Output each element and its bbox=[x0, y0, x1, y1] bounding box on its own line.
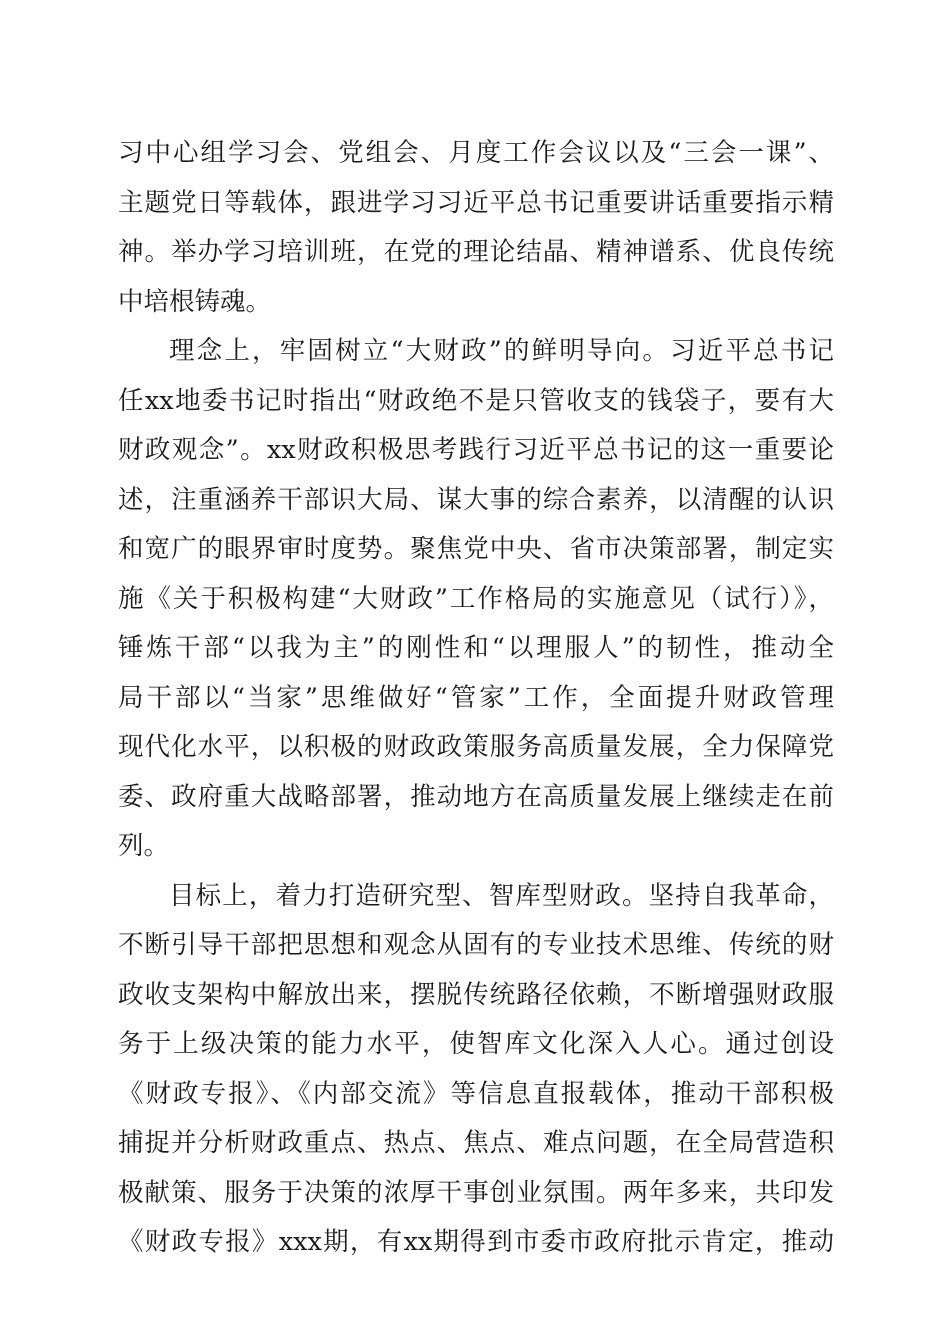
text-line: 不断引导干部把思想和观念从固有的专业技术思维、传统的财 bbox=[118, 930, 834, 960]
text-line: 和宽广的眼界审时度势。聚焦党中央、省市决策部署，制定实 bbox=[118, 534, 834, 564]
text-line: 务于上级决策的能力水平，使智库文化深入人心。通过创设 bbox=[118, 1029, 834, 1059]
text-line: 财政观念”。xx财政积极思考践行习近平总书记的这一重要论 bbox=[118, 435, 834, 465]
text-line: 现代化水平，以积极的财政政策服务高质量发展，全力保障党 bbox=[118, 732, 834, 762]
document-body bbox=[118, 129, 834, 1268]
text-line: 中培根铸魂。 bbox=[118, 286, 272, 317]
paragraph-first-line: 目标上，着力打造研究型、智库型财政。坚持自我革命， bbox=[169, 880, 834, 911]
text-line: 锤炼干部“以我为主”的刚性和“以理服人”的韧性，推动全 bbox=[118, 633, 834, 663]
text-line: 局干部以“当家”思维做好“管家”工作，全面提升财政管理 bbox=[118, 682, 834, 713]
text-line: 任xx地委书记时指出“财政绝不是只管收支的钱袋子，要有大 bbox=[118, 385, 834, 416]
text-line: 《财政专报》xxx期，有xx期得到市委市政府批示肯定，推动 bbox=[118, 1227, 834, 1257]
text-line: 极献策、服务于决策的浓厚干事创业氛围。两年多来，共印发 bbox=[118, 1177, 834, 1208]
text-line: 委、政府重大战略部署，推动地方在高质量发展上继续走在前 bbox=[118, 781, 834, 812]
text-line: 政收支架构中解放出来，摆脱传统路径依赖，不断增强财政服 bbox=[118, 979, 834, 1010]
text-line: 习中心组学习会、党组会、月度工作会议以及“三会一课”、 bbox=[118, 138, 834, 168]
text-line: 捕捉并分析财政重点、热点、焦点、难点问题，在全局营造积 bbox=[118, 1128, 834, 1158]
text-line: 神。举办学习培训班，在党的理论结晶、精神谱系、优良传统 bbox=[118, 237, 834, 267]
paragraph-first-line: 理念上，牢固树立“大财政”的鲜明导向。习近平总书记 bbox=[169, 336, 834, 366]
text-line: 述，注重涵养干部识大局、谋大事的综合素养，以清醒的认识 bbox=[118, 484, 834, 515]
text-line: 主题党日等载体，跟进学习习近平总书记重要讲话重要指示精 bbox=[118, 187, 834, 218]
text-line: 《财政专报》、《内部交流》等信息直报载体，推动干部积极 bbox=[118, 1078, 834, 1109]
text-line: 施《关于积极构建“大财政”工作格局的实施意见（试行）》， bbox=[118, 583, 834, 614]
text-line: 列。 bbox=[118, 831, 170, 861]
